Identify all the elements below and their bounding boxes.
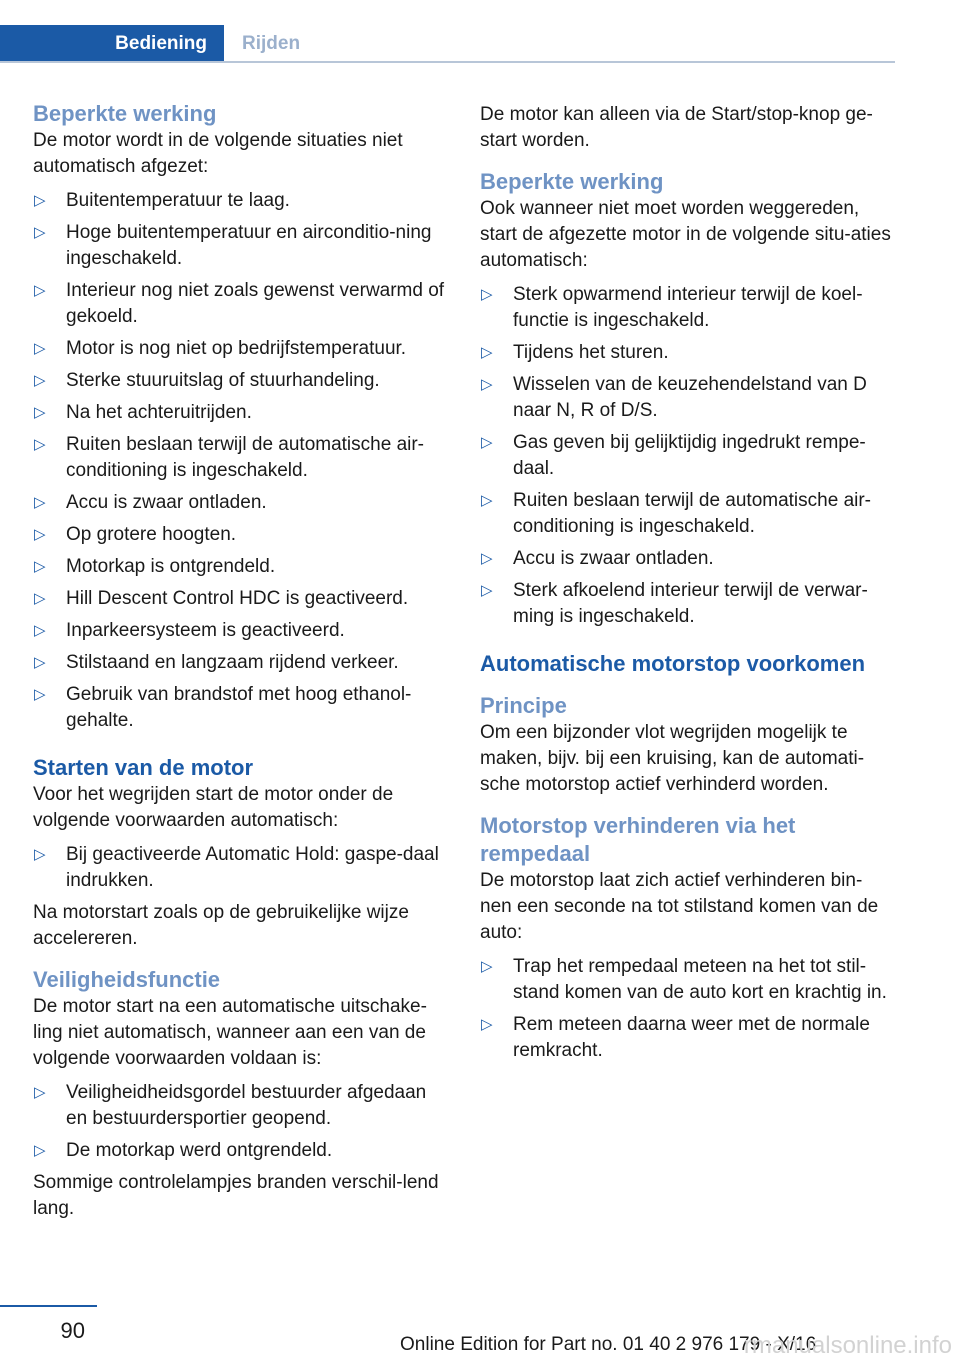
paragraph: De motorstop laat zich actief verhinderen bin-nen een seconde na tot stilstand komen van de auto: <box>480 870 879 943</box>
list-item <box>480 340 892 366</box>
watermark: rmanualsonline.info <box>743 1332 952 1359</box>
list-item-text: Trap het rempedaal meteen na het tot stil-stand komen van de auto kort en krachtig in. <box>513 956 887 1003</box>
list-item-text: Sterke stuuruitslag of stuurhandeling. <box>66 370 380 391</box>
paragraph: Voor het wegrijden start de motor onder de volgende voorwaarden automatisch: <box>33 784 394 831</box>
list-item-text: Buitentemperatuur te laag. <box>66 190 290 211</box>
bullet-list <box>33 188 451 734</box>
triangle-bullet-icon: ▷ <box>481 492 493 509</box>
list-item <box>33 432 451 484</box>
triangle-bullet-icon: ▷ <box>481 582 493 599</box>
list-item <box>33 618 451 644</box>
list-item-text: Rem meteen daarna weer met de normale remkracht. <box>513 1014 870 1061</box>
page-number: 90 <box>60 1318 85 1343</box>
list-item <box>33 1138 451 1164</box>
heading-automatische-motorstop-voorkomen: Automatische motorstop voorkomen <box>480 651 866 676</box>
bullet-list <box>33 1080 451 1164</box>
list-item-text: Ruiten beslaan terwijl de automatische air-conditioning is ingeschakeld. <box>66 434 425 481</box>
list-item-text: Sterk afkoelend interieur terwijl de verwar-ming is ingeschakeld. <box>513 580 868 627</box>
bullet-list <box>480 282 892 630</box>
triangle-bullet-icon: ▷ <box>481 958 493 975</box>
tab-rijden[interactable]: Rijden <box>242 32 301 54</box>
heading-beperkte-werking: Beperkte werking <box>33 101 217 126</box>
list-item-text: Interieur nog niet zoals gewenst verwarmd of gekoeld. <box>66 280 445 327</box>
heading-principe: Principe <box>480 693 567 718</box>
list-item <box>33 586 451 612</box>
paragraph: Om een bijzonder vlot wegrijden mogelijk te maken, bijv. bij een kruising, kan de automati-sche motorstop actief verhinderd worden. <box>480 722 865 795</box>
left-column <box>33 100 451 1222</box>
list-item <box>480 954 892 1006</box>
list-item-text: Bij geactiveerde Automatic Hold: gaspe-daal indrukken. <box>66 844 439 891</box>
edition-text: Online Edition for Part no. 01 40 2 976 179 - X/16 <box>400 1334 817 1355</box>
list-item-text: Stilstaand en langzaam rijdend verkeer. <box>66 652 399 673</box>
triangle-bullet-icon: ▷ <box>34 494 46 511</box>
list-item <box>33 650 451 676</box>
list-item <box>480 488 892 540</box>
list-item <box>33 336 451 362</box>
triangle-bullet-icon: ▷ <box>34 436 46 453</box>
paragraph: De motor wordt in de volgende situaties niet automatisch afgezet: <box>33 130 403 177</box>
list-item <box>33 682 451 734</box>
list-item <box>480 546 892 572</box>
paragraph: Na motorstart zoals op de gebruikelijke wijze accelereren. <box>33 902 409 949</box>
triangle-bullet-icon: ▷ <box>34 340 46 357</box>
triangle-bullet-icon: ▷ <box>34 558 46 575</box>
list-item-text: Na het achteruitrijden. <box>66 402 252 423</box>
paragraph: De motor start na een automatische uitschake-ling niet automatisch, wanneer aan een van de volgende voorwaarden voldaan is: <box>33 996 427 1069</box>
list-item <box>33 368 451 394</box>
triangle-bullet-icon: ▷ <box>34 526 46 543</box>
list-item <box>33 842 451 894</box>
list-item <box>480 578 892 630</box>
bullet-list <box>33 842 451 894</box>
heading-starten-van-de-motor: Starten van de motor <box>33 755 254 780</box>
triangle-bullet-icon: ▷ <box>481 344 493 361</box>
list-item-text: Gebruik van brandstof met hoog ethanol-gehalte. <box>66 684 412 731</box>
list-item-text: Accu is zwaar ontladen. <box>66 492 267 513</box>
triangle-bullet-icon: ▷ <box>34 1142 46 1159</box>
list-item-text: Hoge buitentemperatuur en airconditio-ning ingeschakeld. <box>66 222 432 269</box>
list-item <box>33 522 451 548</box>
list-item <box>33 554 451 580</box>
bullet-list <box>480 954 892 1064</box>
triangle-bullet-icon: ▷ <box>481 434 493 451</box>
paragraph: Sommige controlelampjes branden verschil-lend lang. <box>33 1172 439 1219</box>
triangle-bullet-icon: ▷ <box>34 622 46 639</box>
list-item-text: De motorkap werd ontgrendeld. <box>66 1140 333 1161</box>
list-item <box>33 278 451 330</box>
paragraph: De motor kan alleen via de Start/stop-knop ge-start worden. <box>480 104 873 151</box>
list-item-text: Hill Descent Control HDC is geactiveerd. <box>66 588 409 609</box>
triangle-bullet-icon: ▷ <box>481 376 493 393</box>
list-item-text: Tijdens het sturen. <box>513 342 669 363</box>
triangle-bullet-icon: ▷ <box>34 282 46 299</box>
list-item-text: Op grotere hoogten. <box>66 524 237 545</box>
triangle-bullet-icon: ▷ <box>481 286 493 303</box>
heading-motorstop-verhinderen: Motorstop verhinderen via het rempedaal <box>480 813 796 866</box>
list-item-text: Wisselen van de keuzehendelstand van D naar N, R of D/S. <box>513 374 867 421</box>
list-item-text: Gas geven bij gelijktijdig ingedrukt rempe-daal. <box>513 432 866 479</box>
triangle-bullet-icon: ▷ <box>34 1084 46 1101</box>
heading-beperkte-werking: Beperkte werking <box>480 169 664 194</box>
triangle-bullet-icon: ▷ <box>34 372 46 389</box>
triangle-bullet-icon: ▷ <box>34 224 46 241</box>
list-item-text: Motorkap is ontgrendeld. <box>66 556 276 577</box>
list-item <box>480 1012 892 1064</box>
header-bar <box>0 0 895 62</box>
triangle-bullet-icon: ▷ <box>34 404 46 421</box>
list-item <box>33 400 451 426</box>
list-item <box>33 188 451 214</box>
triangle-bullet-icon: ▷ <box>34 192 46 209</box>
list-item-text: Sterk opwarmend interieur terwijl de koel-functie is ingeschakeld. <box>513 284 863 331</box>
paragraph: Ook wanneer niet moet worden weggereden, start de afgezette motor in de volgende situ-aties automatisch: <box>480 198 891 271</box>
list-item-text: Motor is nog niet op bedrijfstemperatuur. <box>66 338 407 359</box>
list-item <box>33 220 451 272</box>
triangle-bullet-icon: ▷ <box>34 686 46 703</box>
list-item <box>480 282 892 334</box>
list-item <box>480 430 892 482</box>
triangle-bullet-icon: ▷ <box>481 1016 493 1033</box>
list-item-text: Ruiten beslaan terwijl de automatische air-conditioning is ingeschakeld. <box>513 490 872 537</box>
heading-veiligheidsfunctie: Veiligheidsfunctie <box>33 967 221 992</box>
list-item-text: Inparkeersysteem is geactiveerd. <box>66 620 345 641</box>
list-item-text: Accu is zwaar ontladen. <box>513 548 714 569</box>
list-item <box>33 1080 451 1132</box>
triangle-bullet-icon: ▷ <box>34 846 46 863</box>
list-item-text: Veiligheidheidsgordel bestuurder afgedaan en bestuurdersportier geopend. <box>66 1082 427 1129</box>
tab-bediening[interactable]: Bediening <box>0 25 224 62</box>
list-item <box>480 372 892 424</box>
triangle-bullet-icon: ▷ <box>481 550 493 567</box>
header-divider <box>0 61 895 63</box>
list-item <box>33 490 451 516</box>
footer-divider <box>0 1305 97 1307</box>
triangle-bullet-icon: ▷ <box>34 654 46 671</box>
triangle-bullet-icon: ▷ <box>34 590 46 607</box>
right-column <box>480 102 892 1070</box>
